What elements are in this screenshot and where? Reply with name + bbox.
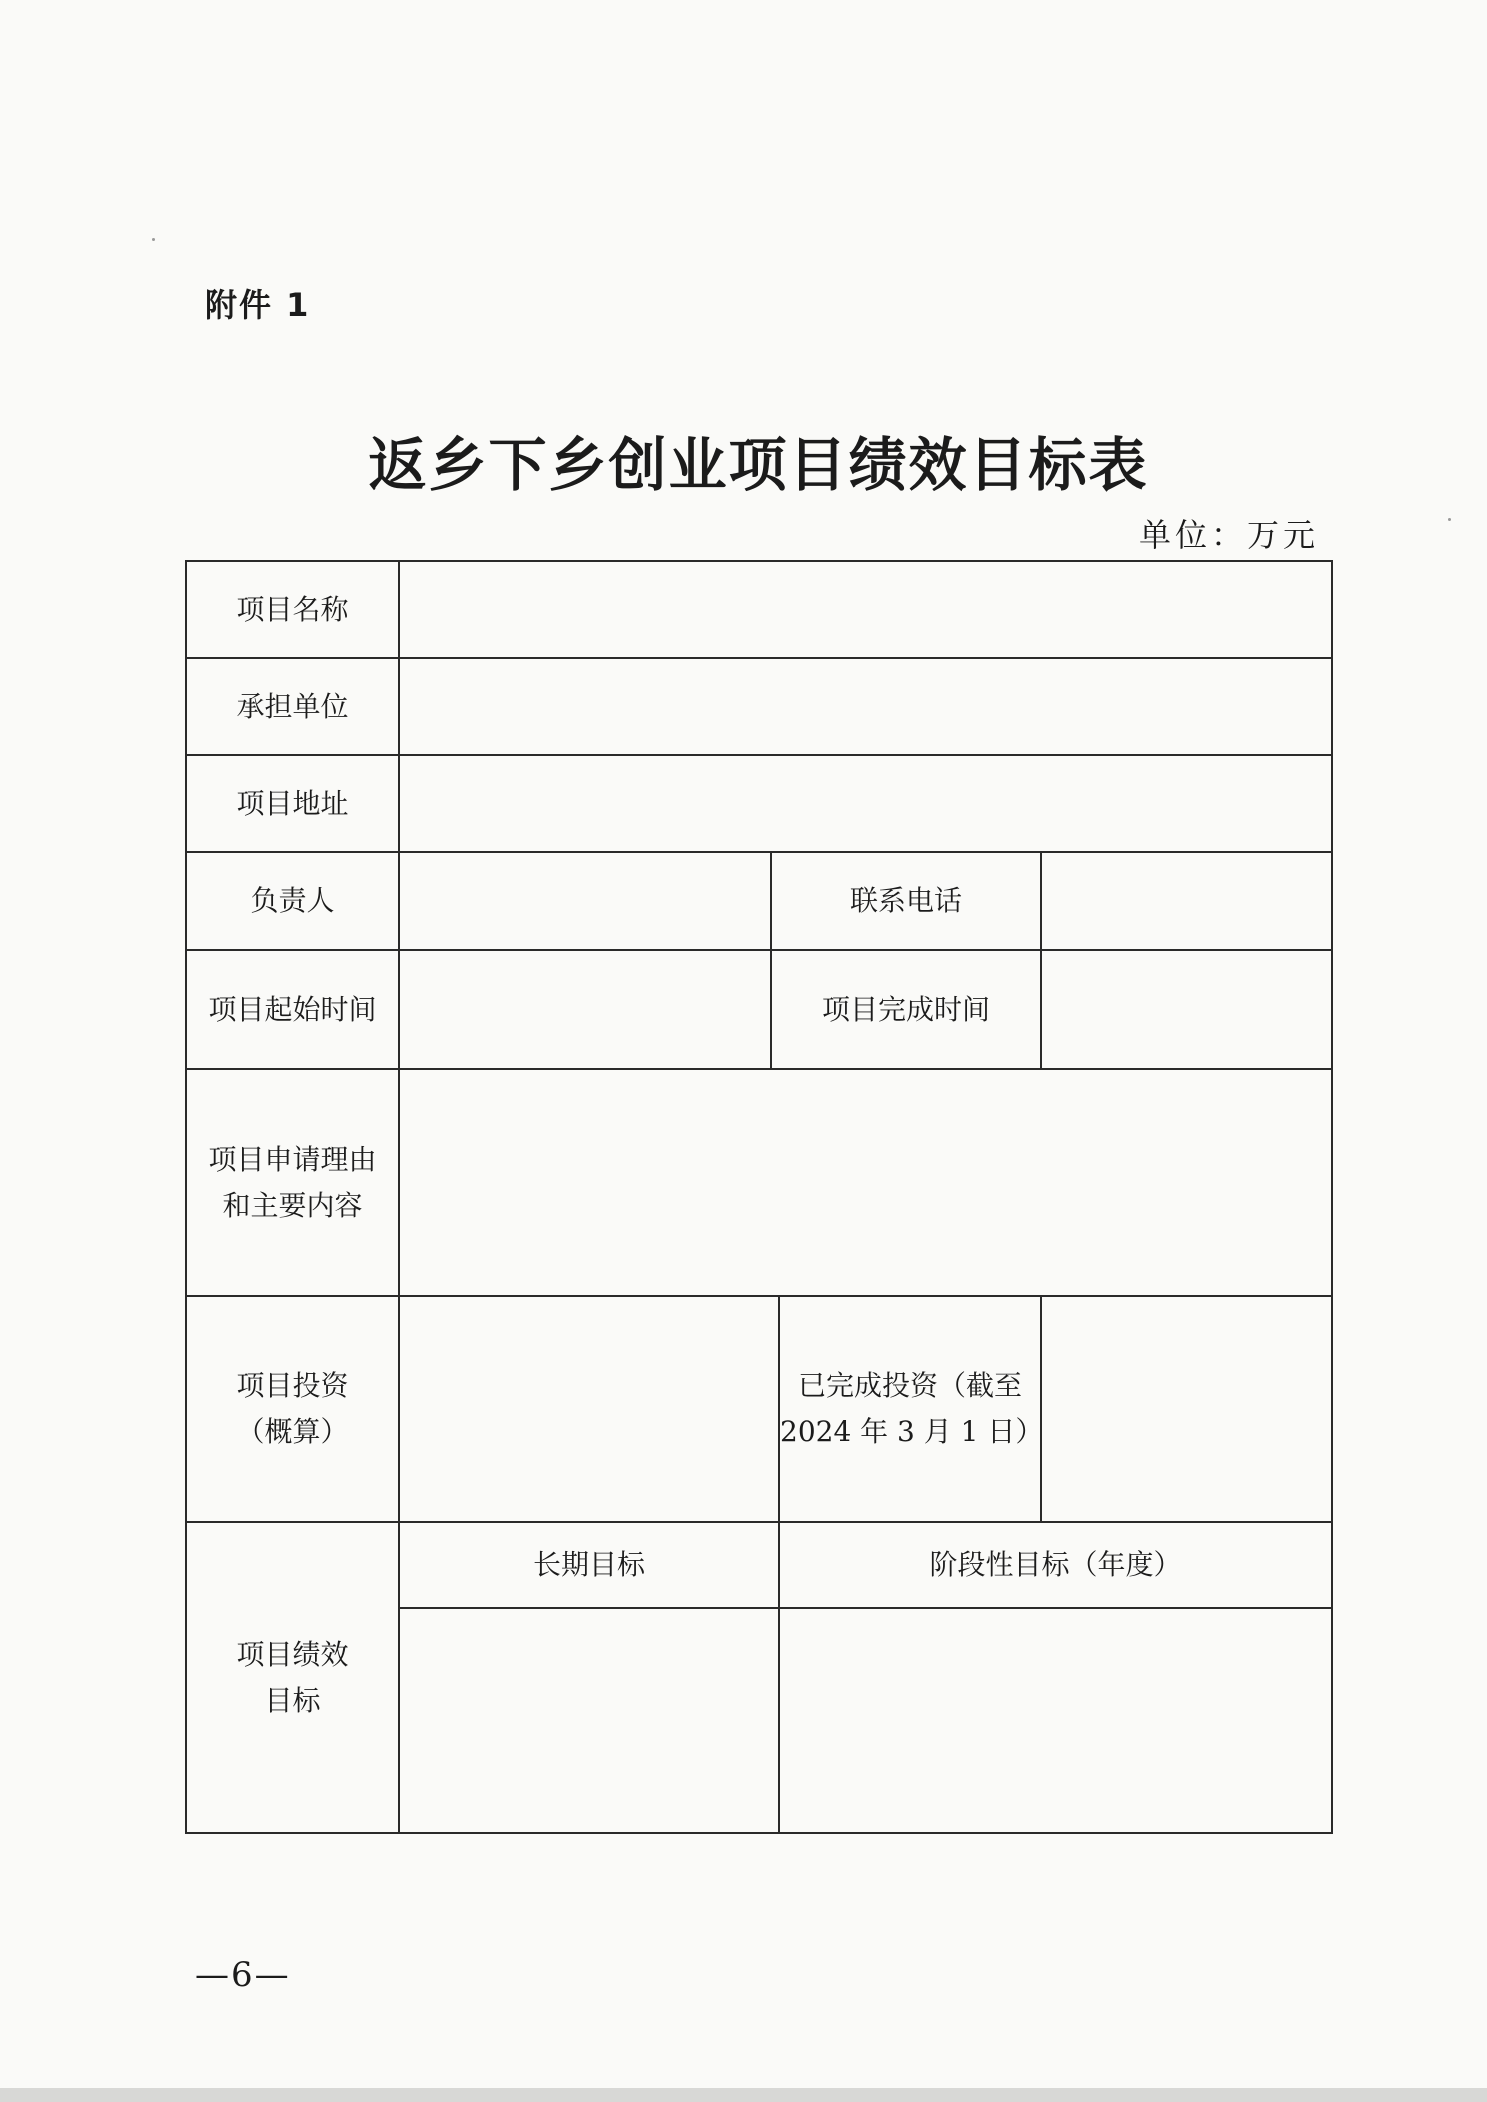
stage-goal-header: 阶段性目标（年度） bbox=[779, 1522, 1332, 1608]
completion-time-field[interactable] bbox=[1041, 950, 1332, 1069]
application-reason-label-line2: 和主要内容 bbox=[222, 1188, 363, 1222]
stage-goal-field[interactable] bbox=[779, 1608, 1332, 1833]
attachment-label: 附件 1 bbox=[205, 286, 311, 324]
investment-field[interactable] bbox=[399, 1296, 779, 1522]
long-term-goal-field[interactable] bbox=[399, 1608, 779, 1833]
start-time-label: 项目起始时间 bbox=[186, 950, 399, 1069]
performance-target-label bbox=[186, 1522, 399, 1833]
project-name-label: 项目名称 bbox=[186, 561, 399, 658]
table-row bbox=[186, 852, 1332, 950]
page-number: —6— bbox=[195, 1955, 291, 1995]
undertaking-unit-label: 承担单位 bbox=[186, 658, 399, 755]
page-title: 返乡下乡创业项目绩效目标表 bbox=[368, 431, 1149, 499]
project-address-label: 项目地址 bbox=[186, 755, 399, 852]
scan-speck bbox=[1448, 518, 1451, 521]
project-name-field[interactable] bbox=[399, 561, 1332, 658]
completion-time-label: 项目完成时间 bbox=[771, 950, 1041, 1069]
completed-investment-label-line1: 已完成投资（截至 bbox=[797, 1369, 1022, 1402]
investment-label-line2: （概算） bbox=[236, 1415, 349, 1448]
contact-phone-label: 联系电话 bbox=[771, 852, 1041, 950]
performance-target-label-line2: 目标 bbox=[264, 1683, 321, 1717]
completed-investment-field[interactable] bbox=[1041, 1296, 1332, 1522]
performance-target-label-line1: 项目绩效 bbox=[236, 1637, 349, 1671]
person-in-charge-field[interactable] bbox=[399, 852, 771, 950]
project-address-field[interactable] bbox=[399, 755, 1332, 852]
application-reason-field[interactable] bbox=[399, 1069, 1332, 1296]
investment-label-line1: 项目投资 bbox=[236, 1369, 349, 1402]
long-term-goal-header: 长期目标 bbox=[399, 1522, 779, 1608]
scan-bottom-edge bbox=[0, 2088, 1487, 2102]
table-row bbox=[186, 1069, 1332, 1296]
table-row bbox=[186, 1296, 1332, 1522]
application-reason-label-line1: 项目申请理由 bbox=[208, 1142, 377, 1176]
table-row bbox=[186, 950, 1332, 1069]
person-in-charge-label: 负责人 bbox=[186, 852, 399, 950]
completed-investment-label bbox=[779, 1296, 1044, 1522]
unit-label: 单位：万元 bbox=[1138, 516, 1319, 554]
table-row bbox=[186, 658, 1332, 755]
contact-phone-field[interactable] bbox=[1041, 852, 1332, 950]
performance-target-table bbox=[185, 560, 1333, 1834]
undertaking-unit-field[interactable] bbox=[399, 658, 1332, 755]
table-row bbox=[186, 1522, 1332, 1608]
scan-speck bbox=[152, 238, 155, 241]
application-reason-label bbox=[186, 1069, 399, 1296]
start-time-field[interactable] bbox=[399, 950, 771, 1069]
table-row bbox=[186, 561, 1332, 658]
investment-label bbox=[186, 1296, 399, 1522]
completed-investment-label-line2: 2024 年 3 月 1 日） bbox=[780, 1415, 1044, 1448]
table-row bbox=[186, 755, 1332, 852]
